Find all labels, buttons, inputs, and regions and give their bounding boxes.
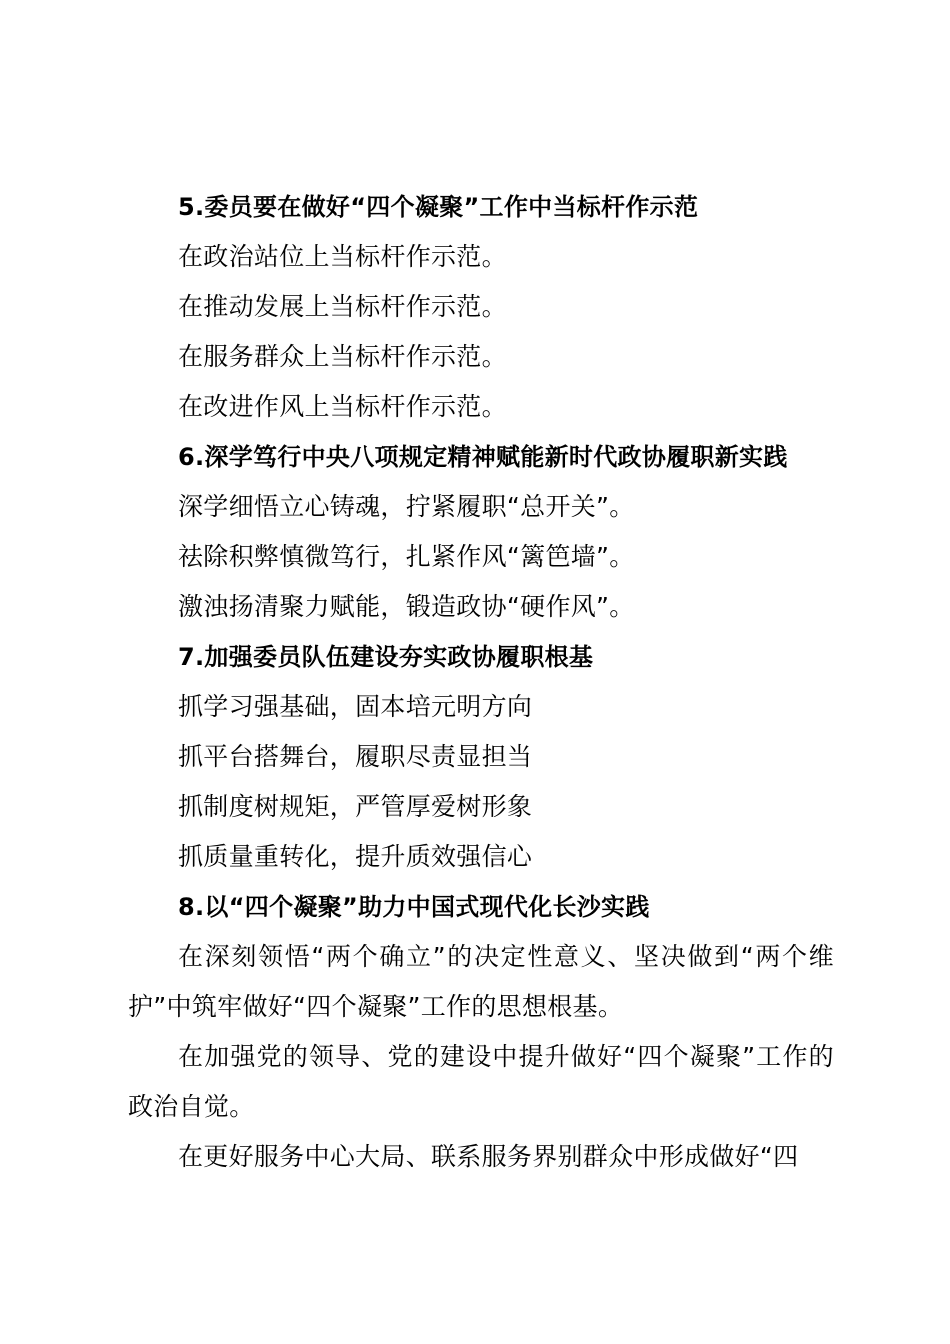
section-7-heading: 7.加强委员队伍建设夯实政协履职根基 (178, 643, 594, 671)
section-7-item: 抓质量重转化，提升质效强信心 (178, 842, 533, 871)
section-5-item: 在政治站位上当标杆作示范。 (178, 242, 507, 271)
section-5-item: 在改进作风上当标杆作示范。 (178, 392, 507, 421)
section-7-item: 抓学习强基础，固本培元明方向 (178, 692, 533, 721)
section-8-paragraph: 在加强党的领导、党的建设中提升做好“四个凝聚”工作的政治自觉。 (128, 1042, 834, 1121)
section-7-item: 抓制度树规矩，严管厚爱树形象 (178, 792, 533, 821)
section-7-item: 抓平台搭舞台，履职尽责显担当 (178, 742, 533, 771)
section-5-item: 在推动发展上当标杆作示范。 (178, 292, 507, 321)
section-5-heading: 5.委员要在做好“四个凝聚”工作中当标杆作示范 (178, 193, 699, 221)
section-8-paragraph: 在深刻领悟“两个确立”的决定性意义、坚决做到“两个维护”中筑牢做好“四个凝聚”工作的思想根基。 (128, 942, 834, 1021)
section-6-item: 深学细悟立心铸魂，拧紧履职“总开关”。 (178, 492, 635, 521)
section-6-heading: 6.深学笃行中央八项规定精神赋能新时代政协履职新实践 (178, 443, 788, 471)
section-5-item: 在服务群众上当标杆作示范。 (178, 342, 507, 371)
section-8-paragraph: 在更好服务中心大局、联系服务界别群众中形成做好“四 (178, 1142, 799, 1171)
section-6-item: 激浊扬清聚力赋能，锻造政协“硬作风”。 (178, 592, 635, 621)
document-body (128, 182, 834, 1182)
section-8-heading: 8.以“四个凝聚”助力中国式现代化长沙实践 (178, 893, 650, 921)
section-6-item: 祛除积弊慎微笃行，扎紧作风“篱笆墙”。 (178, 542, 635, 571)
